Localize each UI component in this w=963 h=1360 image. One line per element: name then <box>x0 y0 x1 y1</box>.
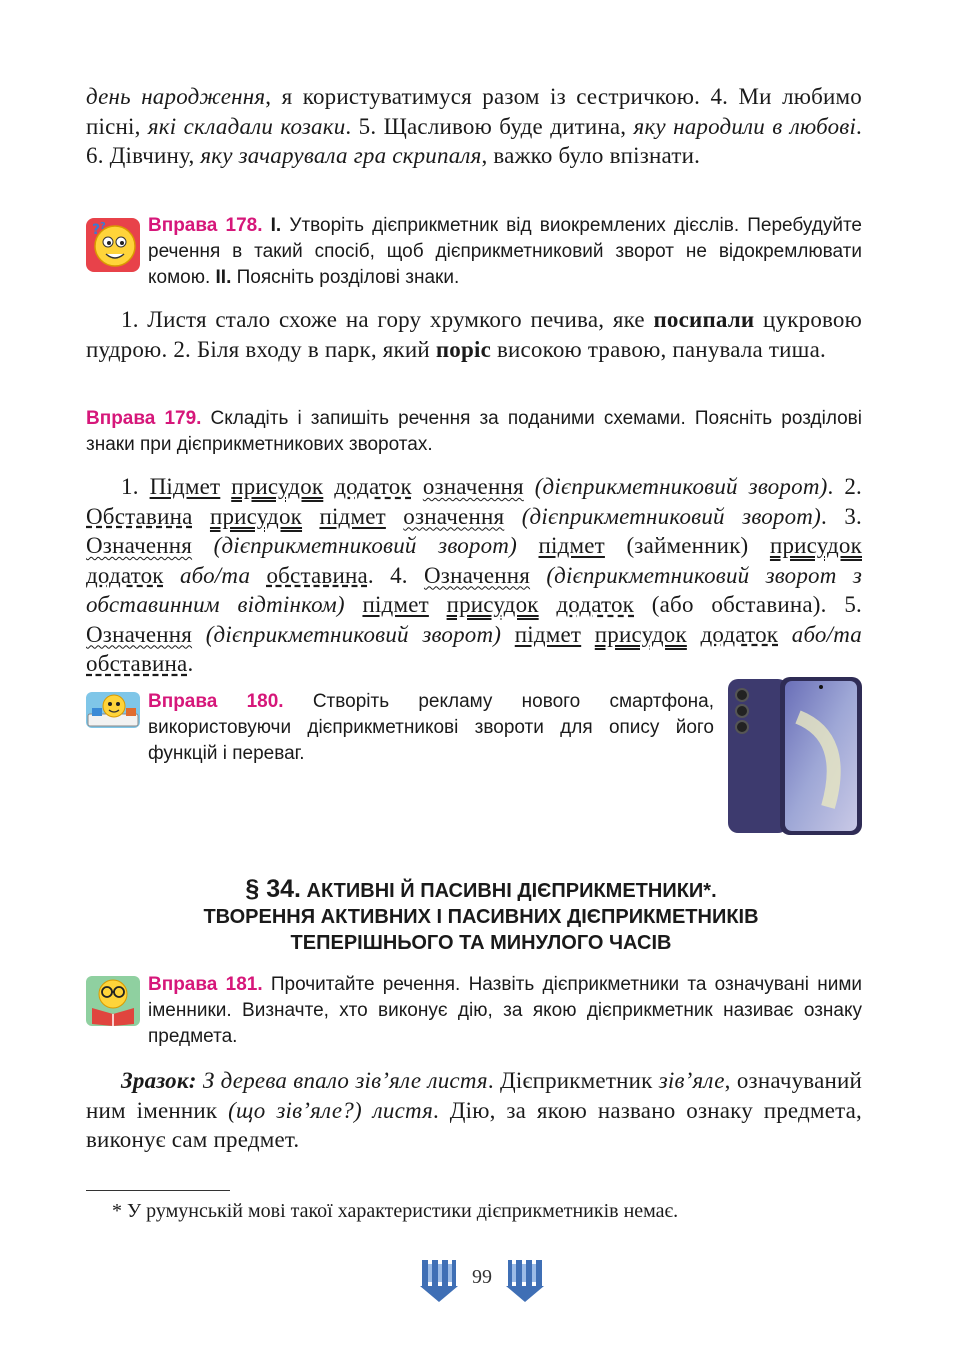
exercise-178-sentences: 1. Листя стало схоже на гору хрумкого печива, яке посипали цукровою пудрою. 2. Біля входу в парк, який поріс високою травою, панувала тиша. <box>86 307 862 362</box>
ornament-left-icon <box>418 1256 460 1304</box>
svg-text:?: ? <box>92 222 101 238</box>
page-number: 99 <box>472 1266 492 1288</box>
exercise-179-task: Вправа 179. Складіть і запишіть речення за поданими схемами. Поясніть розділові знаки при дієприкметникових зворотах. <box>86 408 862 455</box>
intro-paragraph: день народження, я користуватимуся разом із сестричкою. 4. Ми любимо пісні, які складали козаки. 5. Щасливою буде дитина, яку народили в любові. 6. Дівчину, яку зачарувала гра скрипаля, важко було впізнати. <box>86 84 862 168</box>
exercise-number: Вправа 181. <box>148 974 263 995</box>
ornament-right-icon <box>504 1256 546 1304</box>
sample-label: Зразок: <box>121 1068 197 1093</box>
section-sign: § 34. <box>245 875 301 903</box>
footnote-divider <box>86 1190 230 1191</box>
predicate-word: присудок <box>231 474 324 499</box>
adverbial-word: Обставина <box>86 503 193 529</box>
object-word: додаток <box>334 474 412 499</box>
exercise-181-sample: Зразок: З дерева впало зів’яле листя. Дієприкметник зів’яле, означуваний ним іменник (що зів’яле?) листя. Дію, за якою названо ознаку предмета, виконує сам предмет. <box>86 1068 862 1152</box>
section-heading: § 34. АКТИВНІ Й ПАСИВНІ ДІЄПРИКМЕТНИКИ*. ТВОРЕННЯ АКТИВНИХ І ПАСИВНИХ ДІЄПРИКМЕТНИКІВ ТЕПЕРІШНЬОГО ТА МИНУЛОГО ЧАСІВ <box>203 875 759 954</box>
exercise-number: Вправа 179. <box>86 408 202 429</box>
exercise-179-schemes: 1. Підмет присудок додаток означення (дієприкметниковий зворот). 2. Обставина присудок підмет означення (дієприкметниковий зворот). 3. Означення (дієприкметниковий зворот) підмет (займенник) присудок додаток або/та обставина. 4. Означення (дієприкметниковий зворот з обставинним відтінком) підмет присудок додаток (або обставина). 5. Означення (дієприкметниковий зворот) підмет присудок додаток або/та обставина. <box>86 474 863 676</box>
exercise-180-task: Вправа 180. Створіть рекламу нового смартфона, використовуючи дієприкметникові звороти для опису його функцій і переваг. <box>148 691 715 764</box>
smartphone-image <box>728 677 862 835</box>
exercise-181-task: Вправа 181. Прочитайте речення. Назвіть дієприкметники та означувані ними іменники. Визначте, хто виконує дію, за якою дієприкметник називає ознаку предмета. <box>148 974 863 1047</box>
footnote: * У румунській мові такої характеристики дієприкметників немає. <box>112 1200 679 1222</box>
attribute-word: означення <box>422 474 524 499</box>
italic-phrase: день народження <box>86 84 266 109</box>
thinking-smiley-icon <box>84 216 142 274</box>
reading-glasses-smiley-icon <box>84 974 142 1028</box>
subject-word: Підмет <box>149 474 221 499</box>
svg-text:?: ? <box>100 221 106 232</box>
exercise-178-task: Вправа 178. I. Утворіть дієприкметник від виокремлених дієслів. Перебудуйте речення в такий спосіб, щоб дієприкметниковий зворот не відокремлювати комою. II. Поясніть розділові знаки. <box>148 215 862 288</box>
exercise-number: Вправа 180. <box>148 691 284 712</box>
exercise-number: Вправа 178. <box>148 215 263 236</box>
reading-smiley-icon <box>84 690 142 730</box>
